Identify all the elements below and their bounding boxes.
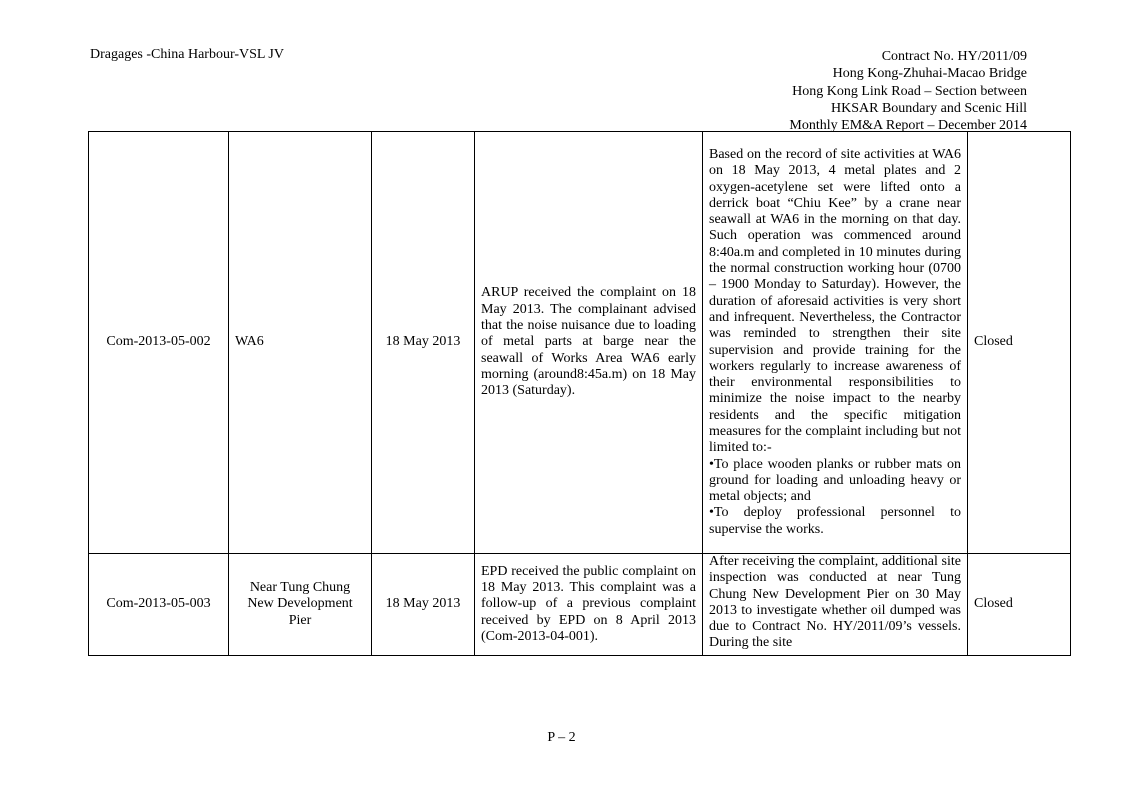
- complaint-id-cell: Com-2013-05-002: [89, 132, 229, 554]
- project-name: Hong Kong-Zhuhai-Macao Bridge: [832, 66, 1027, 82]
- description-cell: ARUP received the complaint on 18 May 2013. The complainant advised that the noise nuisance due to loading of metal parts at barge near the seawall of Works Area WA6 early morning (around8:45a.m) on 18 May 2013 (Saturday).: [475, 132, 703, 554]
- action-text: Based on the record of site activities at WA6 on 18 May 2013, 4 metal plates and 2 oxygen-acetylene set were lifted onto a derrick boat “Chiu Kee” by a crane near seawall at WA6 in the morning on that day. Such operation was commenced around 8:40a.m and completed in 10 minutes during the normal construction working hour (0700 – 1900 Monday to Saturday). However, the duration of aforesaid activities is very short and infrequent. Nevertheless, the Contractor was reminded to strengthen their site supervision and provide training for the workers regularly to increase awareness of their environmental responsibilities to minimize the noise impact to the nearby residents and the specific mitigation measures for the complaint including but not limited to:-: [709, 146, 961, 456]
- complaint-id-cell: Com-2013-05-003: [89, 554, 229, 656]
- location-cell: Near Tung Chung New Development Pier: [229, 554, 372, 656]
- status-cell: Closed: [968, 554, 1071, 656]
- action-cell: [703, 554, 968, 656]
- action-text-wrapper: [709, 554, 961, 655]
- contract-number: Contract No. HY/2011/09: [881, 49, 1027, 64]
- table-row: [89, 132, 1071, 554]
- table-row: [89, 554, 1071, 656]
- action-bullet: •To place wooden planks or rubber mats on ground for loading and unloading heavy or metal objects; and: [709, 456, 961, 505]
- report-title: Monthly EM&A Report – December 2014: [789, 118, 1027, 134]
- page-number: P – 2: [547, 730, 576, 745]
- description-cell: EPD received the public complaint on 18 May 2013. This complaint was a follow-up of a previous complaint received by EPD on 8 April 2013 (Com-2013-04-001).: [475, 554, 703, 656]
- company-name: Dragages -China Harbour-VSL JV: [90, 47, 284, 62]
- date-cell: 18 May 2013: [372, 554, 475, 656]
- status-cell: Closed: [968, 132, 1071, 554]
- action-cell: [703, 132, 968, 554]
- location-cell: WA6: [229, 132, 372, 554]
- date-cell: 18 May 2013: [372, 132, 475, 554]
- section-line-1: Hong Kong Link Road – Section between: [792, 83, 1027, 99]
- action-bullet: •To deploy professional personnel to supervise the works.: [709, 505, 961, 537]
- action-text: After receiving the complaint, additional site inspection was conducted at near Tung Chung New Development Pier on 30 May 2013 to investigate whether oil dumped was due to Contract No. HY/2011/09’s vessels. During the site: [709, 554, 961, 651]
- complaint-log-table: [88, 131, 1071, 656]
- report-header: [789, 48, 1027, 134]
- section-line-2: HKSAR Boundary and Scenic Hill: [831, 100, 1027, 116]
